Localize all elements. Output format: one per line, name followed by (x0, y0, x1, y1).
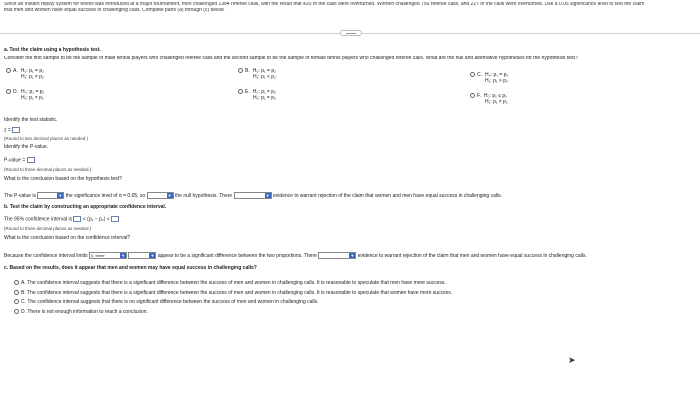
ci-row: The 95% confidence interval is < (p₁ − p₂) < (4, 216, 119, 223)
evidence-dropdown[interactable]: ▼ (234, 192, 272, 199)
ci-upper-input[interactable] (111, 216, 119, 222)
part-a-title: a. Test the claim using a hypothesis test. (4, 47, 101, 53)
z-row (4, 127, 20, 134)
part-c-title: c. Based on the results, does it appear that men and women may have equal success in challenging calls? (4, 265, 257, 271)
part-c-option-d[interactable]: D. There is not enough information to reach a conclusion. (14, 309, 148, 316)
problem-intro (4, 2, 696, 14)
radio-c-option-a[interactable] (14, 280, 19, 285)
part-c-option-b[interactable]: B. The confidence interval suggests that there is a significant difference between the success of men and women in challenging calls. It is reasonable to speculate that women have more success. (14, 290, 452, 297)
pvalue-prompt: Identify the P-value. (4, 144, 49, 150)
pvalue-label: P-value = (4, 157, 26, 164)
hypothesis-option-f[interactable]: F. H₀: p₁ ≤ p₂ H₁: p₁ ≠ p₂ (470, 93, 508, 105)
round-three-note: (Round to three decimal places as needed.) (4, 167, 92, 172)
radio-option-d[interactable] (6, 89, 11, 94)
ci-lower-input[interactable] (73, 216, 81, 222)
round-two-note: (Round to two decimal places as needed.) (4, 136, 89, 141)
hypothesis-option-a[interactable]: A. H₀: p₁ = p₂ H₁: p₁ ≠ p₂ (6, 68, 44, 80)
radio-c-option-b[interactable] (14, 290, 19, 295)
part-a-instruction: Consider the first sample to be the sample of male tennis players who challenged referee calls and the second sample to be the sample of female tennis players who challenged referee calls. What are the null and alternative hypotheses for the hypothesis test? (4, 56, 578, 61)
hypothesis-option-b[interactable]: B. H₀: p₁ = p₂ H₁: p₁ < p₂ (238, 68, 276, 80)
z-label: z = (4, 127, 11, 134)
hypothesis-option-c[interactable]: C. H₀: p₁ = p₂ H₁: p₁ > p₂ (470, 72, 508, 84)
pvalue-row (4, 157, 35, 164)
z-input[interactable] (12, 127, 20, 133)
radio-c-option-d[interactable] (14, 309, 19, 314)
hypothesis-option-d[interactable]: D. H₀: p₁ = p₂ H₁: p₁ ≠ p₂ (6, 89, 44, 101)
pvalue-input[interactable] (27, 157, 35, 163)
part-c-option-a[interactable]: A. The confidence interval suggests that there is a significant difference between the success of men and women in challenging calls. It is reasonable to speculate that men have more success. (14, 280, 446, 287)
reject-decision-dropdown[interactable]: ▼ (147, 192, 174, 199)
ci-conclusion-row: Because the confidence interval limits ▼ 0, there ▼ appear to be a significant difference between the two proportions. There ▼ evidence to warrant rejection of the claim that men and women have equal success in challenging calls. (4, 252, 587, 259)
radio-option-f[interactable] (470, 93, 475, 98)
radio-option-e[interactable] (238, 89, 243, 94)
conclusion-prompt: What is the conclusion based on the hypothesis test? (4, 176, 122, 182)
intro-line-2: that men and women have equal success in challenging calls. Complete parts (a) through (c) below. (4, 7, 225, 13)
part-b-title: b. Test the claim by constructing an appropriate confidence interval. (4, 204, 167, 210)
conclusion-row: The P-value is ▼ the significance level of α = 0.05, so ▼ the null hypothesis. There ▼ evidence to warrant rejection of the claim that women and men have equal success in challenging calls. (4, 192, 502, 199)
ci-evidence-dropdown[interactable]: ▼ (318, 252, 356, 259)
mouse-cursor-icon: ➤ (568, 355, 576, 365)
radio-option-b[interactable] (238, 68, 243, 73)
radio-option-c[interactable] (470, 72, 475, 77)
test-stat-prompt: Identify the test statistic. (4, 117, 58, 123)
radio-c-option-c[interactable] (14, 299, 19, 304)
hypothesis-option-e[interactable]: E. H₀: p₁ ≠ p₂ H₁: p₁ = p₂ (238, 89, 276, 101)
ci-conclusion-prompt: What is the conclusion based on the confidence interval? (4, 235, 131, 241)
ci-round-note: (Round to three decimal places as needed.) (4, 226, 92, 231)
divider-handle[interactable] (340, 30, 362, 36)
intro-line-1: Since an instant replay system for tennis was introduced at a major tournament, men challenged 1384 referee calls, with the result that 420 of the calls were overturned. Women challenged 750 referee calls, and 227 of the calls were overturned. Use a 0.05 significance level to test the claim (4, 2, 645, 7)
ci-include-dropdown[interactable]: ▼ 0, there (89, 252, 127, 259)
part-c-option-c[interactable]: C. The confidence interval suggests that there is no significant difference between the success of men and women in challenging calls. (14, 299, 319, 306)
radio-option-a[interactable] (6, 68, 11, 73)
ci-appear-dropdown[interactable]: ▼ (128, 252, 156, 259)
pvalue-compare-dropdown[interactable]: ▼ (37, 192, 64, 199)
